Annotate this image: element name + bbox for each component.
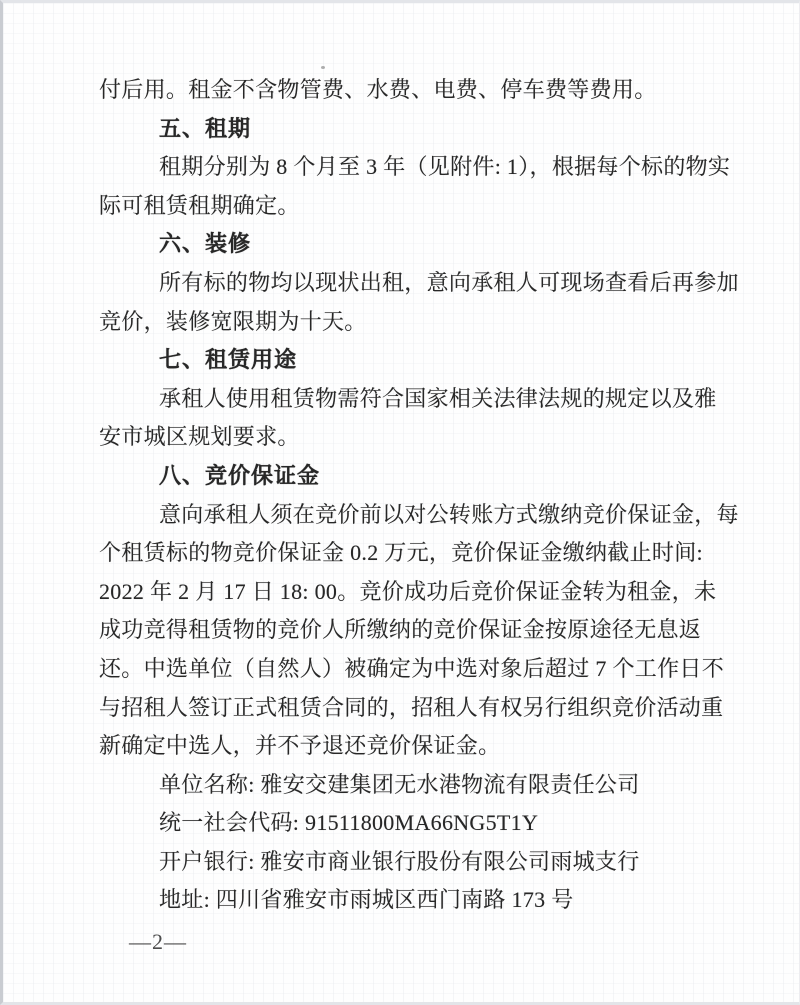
- text-line: 成功竞得租赁物的竞价人所缴纳的竞价保证金按原途径无息返: [99, 617, 702, 643]
- text-line: 安市城区规划要求。: [99, 424, 300, 450]
- text-line: 际可租赁租期确定。: [99, 192, 300, 218]
- text-line: 承租人使用租赁物需符合国家相关法律法规的规定以及雅: [159, 385, 717, 411]
- text-line: 租期分别为 8 个月至 3 年（见附件: 1），根据每个标的物实: [159, 154, 731, 180]
- scan-artifact-speck: [321, 66, 325, 69]
- text-line: 意向承租人须在竞价前以对公转账方式缴纳竞价保证金，每: [159, 501, 739, 527]
- section-heading: 六、装修: [159, 231, 252, 257]
- page-number: —2—: [129, 929, 187, 954]
- text-line: 与招租人签订正式租赁合同的，招租人有权另行组织竞价活动重: [99, 694, 724, 720]
- text-line: 开户银行: 雅安市商业银行股份有限公司雨城支行: [159, 848, 640, 874]
- text-line: 新确定中选人，并不予退还竞价保证金。: [99, 733, 501, 759]
- section-heading: 七、租赁用途: [159, 347, 298, 373]
- text-line: 个租赁标的物竞价保证金 0.2 万元，竞价保证金缴纳截止时间:: [99, 540, 703, 566]
- text-line: 2022 年 2 月 17 日 18: 00。竞价成功后竞价保证金转为租金，未: [99, 578, 717, 604]
- text-line: 还。中选单位（自然人）被确定为中选对象后超过 7 个工作日不: [99, 655, 725, 681]
- document-body: [99, 71, 759, 920]
- section-heading: 八、竞价保证金: [159, 462, 321, 488]
- text-line: 统一社会代码: 91511800MA66NG5T1Y: [159, 810, 539, 836]
- text-line: 所有标的物均以现状出租，意向承租人可现场查看后再参加: [159, 269, 739, 295]
- section-heading: 五、租期: [159, 115, 252, 141]
- text-line: 竞价，装修宽限期为十天。: [99, 308, 367, 334]
- text-line: 地址: 四川省雅安市雨城区西门南路 173 号: [159, 887, 574, 913]
- text-line: 付后用。租金不含物管费、水费、电费、停车费等费用。: [99, 77, 657, 102]
- text-line: 单位名称: 雅安交建集团无水港物流有限责任公司: [159, 771, 640, 797]
